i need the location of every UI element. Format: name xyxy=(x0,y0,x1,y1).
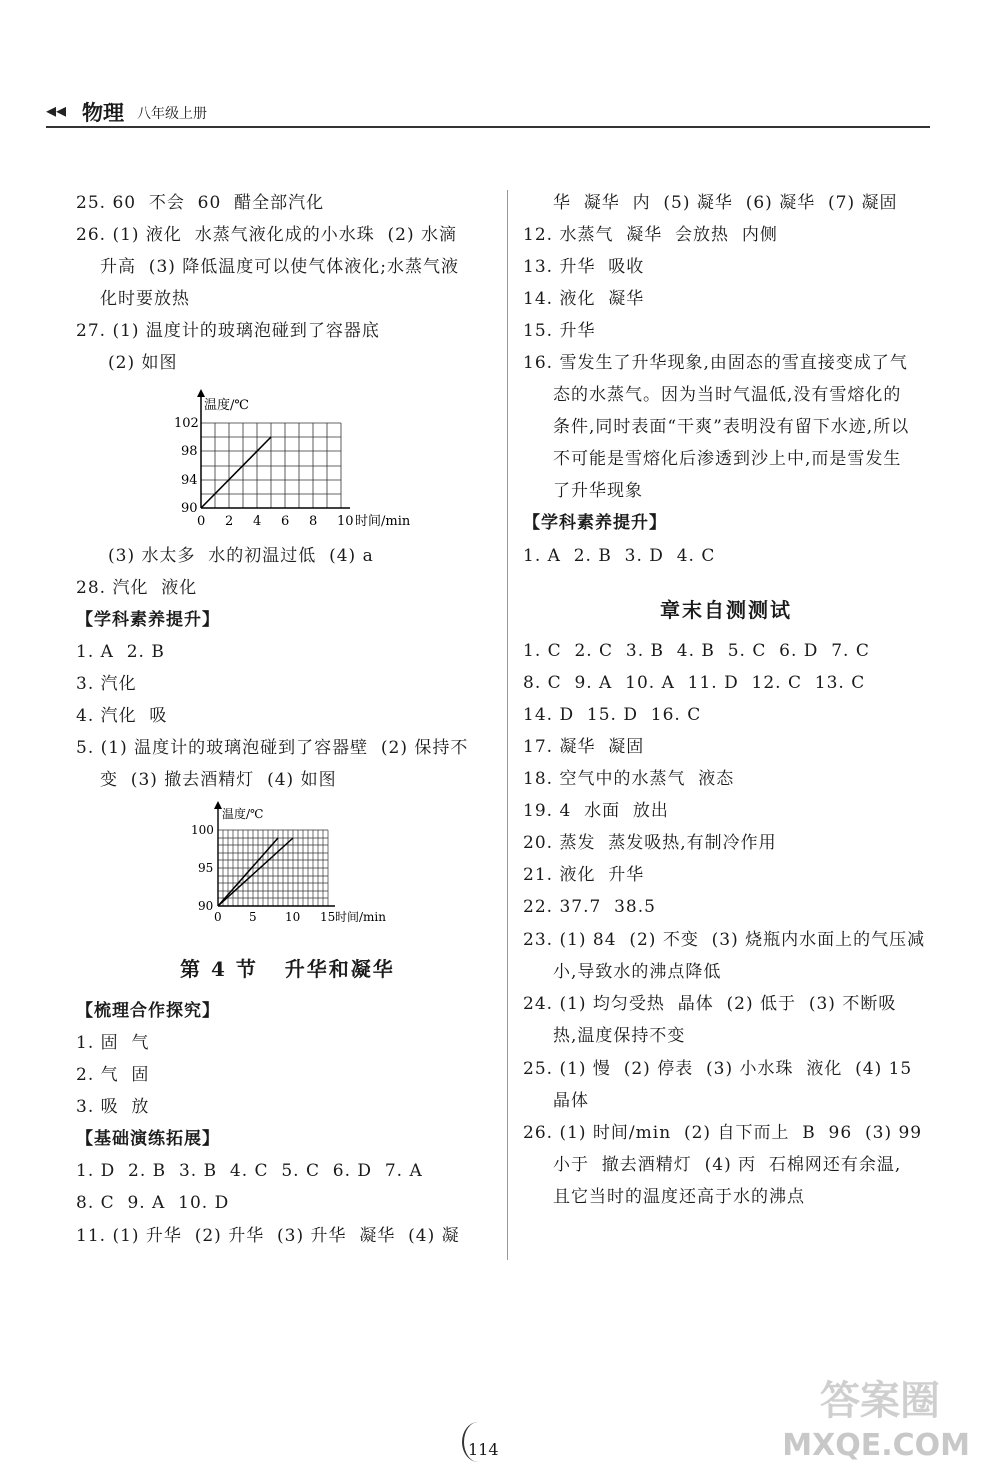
graph2-xlabel: 时间/min xyxy=(335,910,386,924)
header-logo-icon: ◂◂ xyxy=(46,98,67,122)
section-tag: 【学科素养提升】 xyxy=(523,513,667,533)
answer-line: 晶体 xyxy=(553,1091,589,1111)
answer-line: 1. A 2. B xyxy=(76,642,165,662)
answer-line: 24. (1) 均匀受热 晶体 (2) 低于 (3) 不断吸 xyxy=(523,994,897,1014)
answer-line: 1. D 2. B 3. B 4. C 5. C 6. D 7. A xyxy=(76,1161,423,1181)
answer-line: 态的水蒸气。因为当时气温低,没有雪熔化的 xyxy=(553,385,902,405)
answer-line: 21. 液化 升华 xyxy=(523,865,645,885)
watermark-logo: 答案圈 xyxy=(820,1377,940,1424)
answer-line: 1. C 2. C 3. B 4. B 5. C 6. D 7. C xyxy=(523,641,870,661)
answer-line: 14. D 15. D 16. C xyxy=(523,705,702,725)
header-grade: 八年级上册 xyxy=(137,106,207,122)
answer-line: 15. 升华 xyxy=(523,321,596,341)
graph1-ytick: 90 xyxy=(181,501,198,516)
page-number: 114 xyxy=(468,1440,499,1459)
answer-line: 14. 液化 凝华 xyxy=(523,289,645,309)
graph2-ytick: 90 xyxy=(198,899,214,913)
answer-line: 化时要放热 xyxy=(100,289,190,309)
answer-line: 热,温度保持不变 xyxy=(553,1026,686,1046)
graph1-data-line xyxy=(201,437,271,508)
graph2-xtick: 15 xyxy=(320,910,336,924)
answer-line: 27. (1) 温度计的玻璃泡碰到了容器底 xyxy=(76,321,380,341)
answer-line: (2) 如图 xyxy=(108,353,178,373)
graph1-ylabel: 温度/℃ xyxy=(204,398,249,413)
graph1-xtick: 4 xyxy=(253,514,262,529)
answer-line: 2. 气 固 xyxy=(76,1065,150,1085)
answer-line: 变 (3) 撤去酒精灯 (4) 如图 xyxy=(100,770,337,790)
graph2-y-arrow xyxy=(214,801,222,809)
graph1-xtick: 10 xyxy=(337,514,354,529)
graph1-xtick: 0 xyxy=(197,514,206,529)
answer-line: 26. (1) 液化 水蒸气液化成的小水珠 (2) 水滴 xyxy=(76,225,458,245)
graph1-xtick: 6 xyxy=(281,514,290,529)
graph2-ytick: 100 xyxy=(191,823,214,837)
answer-line: 19. 4 水面 放出 xyxy=(523,801,669,821)
graph1-y-arrow xyxy=(197,389,205,397)
answer-line: 16. 雪发生了升华现象,由固态的雪直接变成了气 xyxy=(523,353,908,373)
section-title: 第 4 节 升华和凝华 xyxy=(180,957,395,981)
graph2-data-line-2 xyxy=(218,838,293,906)
answer-line: 4. 汽化 吸 xyxy=(76,706,168,726)
answer-line: 小,导致水的沸点降低 xyxy=(553,962,722,982)
answer-line: 华 凝华 内 (5) 凝华 (6) 凝华 (7) 凝固 xyxy=(553,193,898,213)
answer-line: 5. (1) 温度计的玻璃泡碰到了容器壁 (2) 保持不 xyxy=(76,738,469,758)
watermark-url: MXQE.COM xyxy=(782,1428,970,1463)
answer-line: 了升华现象 xyxy=(553,481,643,501)
graph1-ytick: 94 xyxy=(181,473,198,488)
answer-line: 条件,同时表面“干爽”表明没有留下水迹,所以 xyxy=(553,417,910,437)
answer-line: 26. (1) 时间/min (2) 自下而上 B 96 (3) 99 xyxy=(523,1123,923,1143)
answer-line: 且它当时的温度还高于水的沸点 xyxy=(553,1187,805,1207)
answer-line: 3. 汽化 xyxy=(76,674,137,694)
answer-line: 8. C 9. A 10. D xyxy=(76,1193,230,1213)
graph2-xtick: 10 xyxy=(285,910,301,924)
temperature-graph-2 xyxy=(190,800,410,925)
graph1-xtick: 2 xyxy=(225,514,234,529)
answer-line: 1. 固 气 xyxy=(76,1033,150,1053)
graph1-xtick: 8 xyxy=(309,514,318,529)
graph2-ytick: 95 xyxy=(198,861,214,875)
section-tag: 【梳理合作探究】 xyxy=(76,1001,220,1021)
answer-line: 1. A 2. B 3. D 4. C xyxy=(523,546,716,566)
answer-line: 25. (1) 慢 (2) 停表 (3) 小水珠 液化 (4) 15 xyxy=(523,1059,913,1079)
answer-line: 8. C 9. A 10. A 11. D 12. C 13. C xyxy=(523,673,866,693)
answer-line: 12. 水蒸气 凝华 会放热 内侧 xyxy=(523,225,778,245)
answer-line: 25. 60 不会 60 醋全部汽化 xyxy=(76,193,325,213)
answer-line: (3) 水太多 水的初温过低 (4) a xyxy=(108,546,374,566)
section-tag: 【学科素养提升】 xyxy=(76,610,220,630)
graph2-xtick: 0 xyxy=(214,910,222,924)
header-subject: 物理 xyxy=(82,100,124,125)
answer-line: 小于 撤去酒精灯 (4) 丙 石棉网还有余温, xyxy=(553,1155,902,1175)
answer-line: 18. 空气中的水蒸气 液态 xyxy=(523,769,735,789)
answer-line: 不可能是雪熔化后渗透到沙上中,而是雪发生 xyxy=(553,449,902,469)
answer-line: 20. 蒸发 蒸发吸热,有制冷作用 xyxy=(523,833,777,853)
graph2-xtick: 5 xyxy=(249,910,257,924)
section-tag: 【基础演练拓展】 xyxy=(76,1129,220,1149)
header-rule xyxy=(46,126,930,128)
graph2-grid xyxy=(218,830,328,906)
answer-line: 22. 37.7 38.5 xyxy=(523,897,656,917)
graph1-ytick: 98 xyxy=(181,444,198,459)
temperature-graph-1 xyxy=(160,385,430,535)
answer-line: 17. 凝华 凝固 xyxy=(523,737,645,757)
graph2-ylabel: 温度/℃ xyxy=(222,807,264,821)
answer-line: 3. 吸 放 xyxy=(76,1097,150,1117)
answer-line: 11. (1) 升华 (2) 升华 (3) 升华 凝华 (4) 凝 xyxy=(76,1226,460,1246)
answer-line: 升高 (3) 降低温度可以使气体液化;水蒸气液 xyxy=(100,257,460,277)
graph1-ytick: 102 xyxy=(174,416,199,431)
answer-line: 13. 升华 吸收 xyxy=(523,257,645,277)
answer-line: 28. 汽化 液化 xyxy=(76,578,198,598)
section-title: 章末自测测试 xyxy=(660,598,792,622)
graph1-grid xyxy=(201,423,341,508)
answer-line: 23. (1) 84 (2) 不变 (3) 烧瓶内水面上的气压减 xyxy=(523,930,926,950)
graph1-xlabel: 时间/min xyxy=(355,514,411,529)
column-divider xyxy=(507,190,508,1260)
